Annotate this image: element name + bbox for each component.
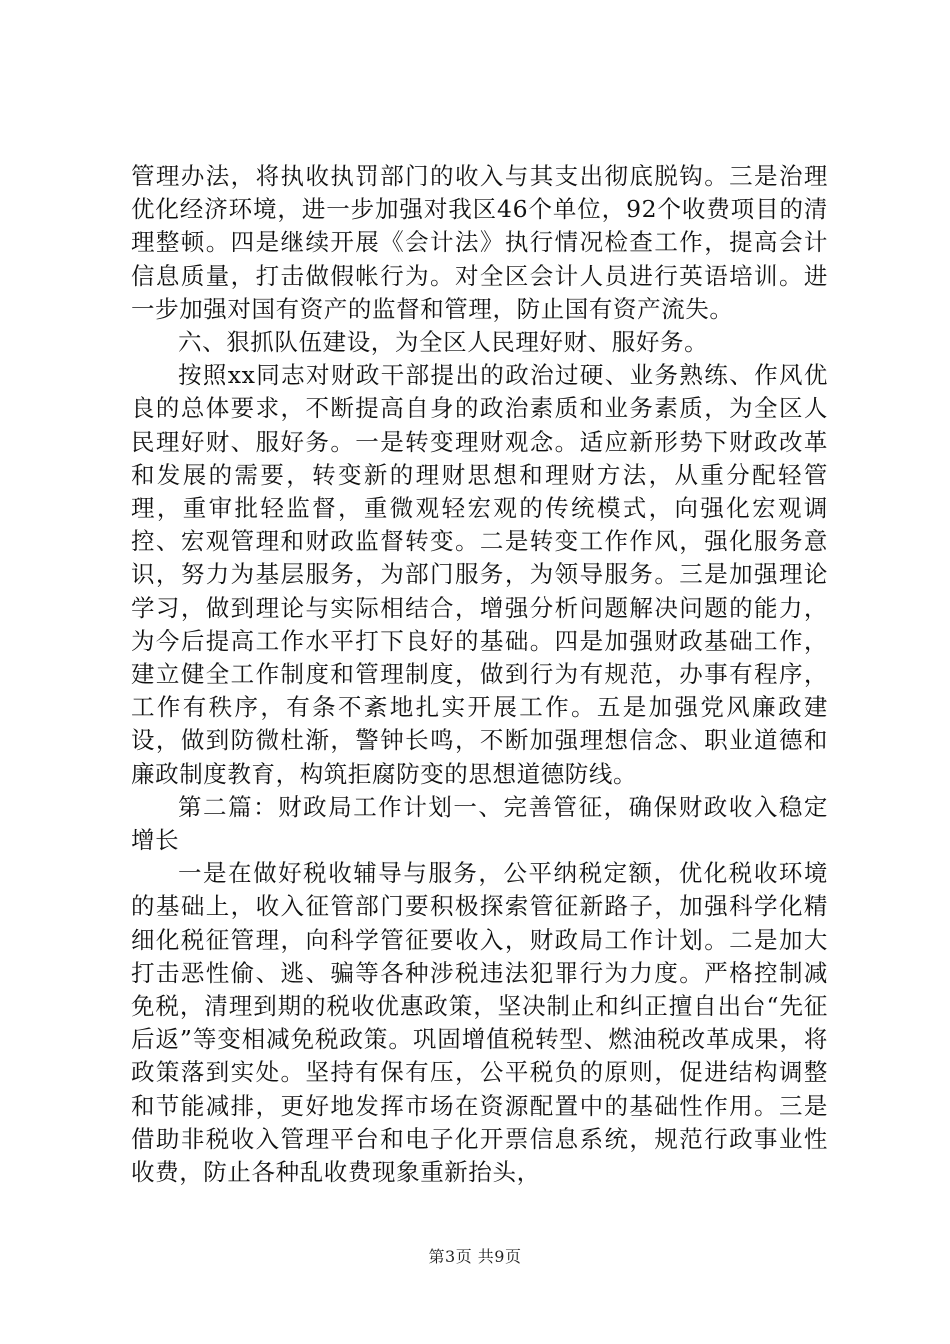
paragraph-1: 管理办法，将执收执罚部门的收入与其支出彻底脱钩。三是治理优化经济环境，进一步加强对我区46个单位，92个收费项目的清理整顿。四是继续开展《会计法》执行情况检查工作，提高会计信息质量，打击做假帐行为。对全区会计人员进行英语培训。进一步加强对国有资产的监督和管理，防止国有资产流失。 (131, 162, 828, 323)
paragraph-3: 按照xx同志对财政干部提出的政治过硬、业务熟练、作风优良的总体要求，不断提高自身的政治素质和业务素质，为全区人民理好财、服好务。一是转变理财观念。适应新形势下财政改革和发展的需要，转变新的理财思想和理财方法，从重分配轻管理，重审批轻监督，重微观轻宏观的传统模式，向强化宏观调控、宏观管理和财政监督转变。二是转变工作作风，强化服务意识，努力为基层服务，为部门服务，为领导服务。三是加强理论学习，做到理论与实际相结合，增强分析问题解决问题的能力，为今后提高工作水平打下良好的基础。四是加强财政基础工作，建立健全工作制度和管理制度，做到行为有规范，办事有程序，工作有秩序，有条不紊地扎实开展工作。五是加强党风廉政建设，做到防微杜渐，警钟长鸣，不断加强理想信念、职业道德和廉政制度教育，构筑拒腐防变的思想道德防线。 (131, 361, 828, 788)
paragraph-2-heading: 六、狠抓队伍建设，为全区人民理好财、服好务。 (178, 328, 709, 357)
page-number-footer: 第3页 共9页 (428, 1247, 522, 1266)
document-body (131, 160, 828, 1189)
paragraph-4-heading: 第二篇：财政局工作计划一、完善管征，确保财政收入稳定增长 (131, 792, 828, 855)
paragraph-5: 一是在做好税收辅导与服务，公平纳税定额，优化税收环境的基础上，收入征管部门要积极探索管征新路子，加强科学化精细化税征管理，向科学管征要收入，财政局工作计划。二是加大打击恶性偷、逃、骗等各种涉税违法犯罪行为力度。严格控制减免税，清理到期的税收优惠政策，坚决制止和纠正擅自出台“先征后返”等变相减免税政策。巩固增值税转型、燃油税改革成果，将政策落到实处。坚持有保有压，公平税负的原则，促进结构调整和节能减排，更好地发挥市场在资源配置中的基础性作用。三是借助非税收入管理平台和电子化开票信息系统，规范行政事业性收费，防止各种乱收费现象重新抬头， (131, 859, 828, 1187)
